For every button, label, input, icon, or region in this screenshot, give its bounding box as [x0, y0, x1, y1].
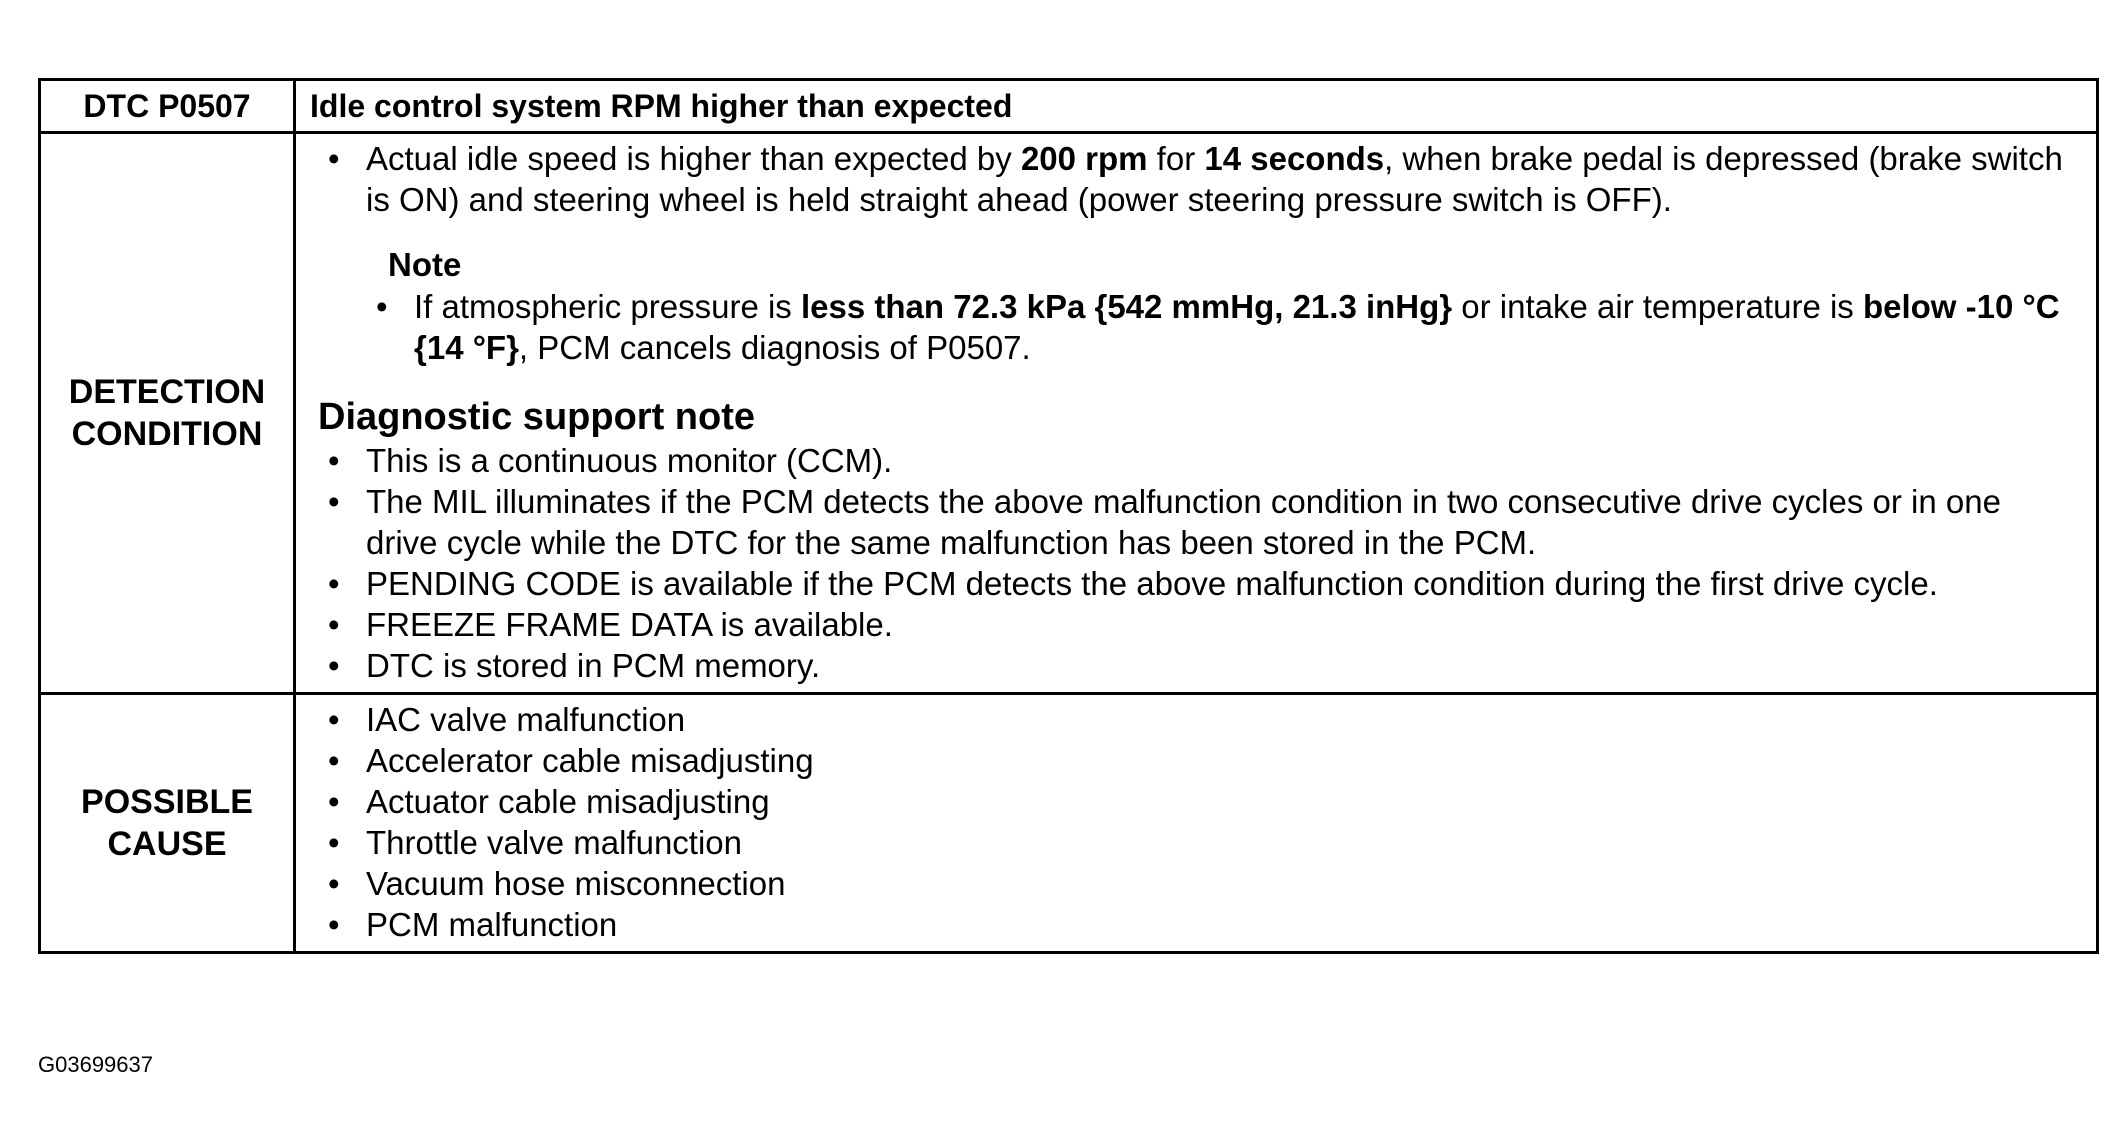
list-item: • Actuator cable misadjusting [318, 781, 2078, 822]
note-title: Note [388, 246, 462, 283]
possible-cause-label-line2: CAUSE [107, 825, 227, 863]
header-row [40, 80, 2098, 133]
diagnostic-support-title: Diagnostic support note [318, 396, 755, 438]
list-item: • IAC valve malfunction [318, 699, 2078, 740]
list-item: • FREEZE FRAME DATA is available. [318, 604, 2078, 645]
note-list [366, 286, 2078, 368]
list-item: • Vacuum hose misconnection [318, 863, 2078, 904]
list-item: • PCM malfunction [318, 904, 2078, 945]
detection-condition-label [40, 133, 295, 694]
diagnostic-support-list [318, 440, 2078, 686]
list-item: • PENDING CODE is available if the PCM detects the above malfunction condition during the first drive cycle. [318, 563, 2078, 604]
possible-cause-list [318, 699, 2078, 945]
list-item: • Throttle valve malfunction [318, 822, 2078, 863]
detection-condition-content [295, 133, 2098, 694]
list-item: • The MIL illuminates if the PCM detects the above malfunction condition in two consecutive drive cycles or in one drive cycle while the DTC for the same malfunction has been stored in the PCM. [318, 481, 2078, 563]
detection-label-line2: CONDITION [71, 415, 263, 453]
list-item: • This is a continuous monitor (CCM). [318, 440, 2078, 481]
possible-cause-label [40, 694, 295, 953]
dtc-title: Idle control system RPM higher than expected [295, 80, 2098, 133]
list-item: • DTC is stored in PCM memory. [318, 645, 2078, 686]
note-bullet: • If atmospheric pressure is less than 72.3 kPa {542 mmHg, 21.3 inHg} or intake air temperature is below -10 °C {14 °F}, PCM cancels diagnosis of P0507. [366, 286, 2078, 368]
possible-cause-content [295, 694, 2098, 953]
possible-cause-label-line1: POSSIBLE [81, 783, 253, 821]
detection-label-line1: DETECTION [68, 373, 266, 411]
detection-main-bullet: • Actual idle speed is higher than expected by 200 rpm for 14 seconds, when brake pedal is depressed (brake switch is ON) and steering wheel is held straight ahead (power steering pressure switch is OFF). [318, 138, 2078, 220]
possible-cause-row [40, 694, 2098, 953]
detection-main-list [318, 138, 2078, 220]
dtc-code: DTC P0507 [40, 80, 295, 133]
list-item: • Accelerator cable misadjusting [318, 740, 2078, 781]
dtc-table [38, 78, 2099, 954]
detection-row [40, 133, 2098, 694]
figure-id: G03699637 [38, 1052, 153, 1077]
